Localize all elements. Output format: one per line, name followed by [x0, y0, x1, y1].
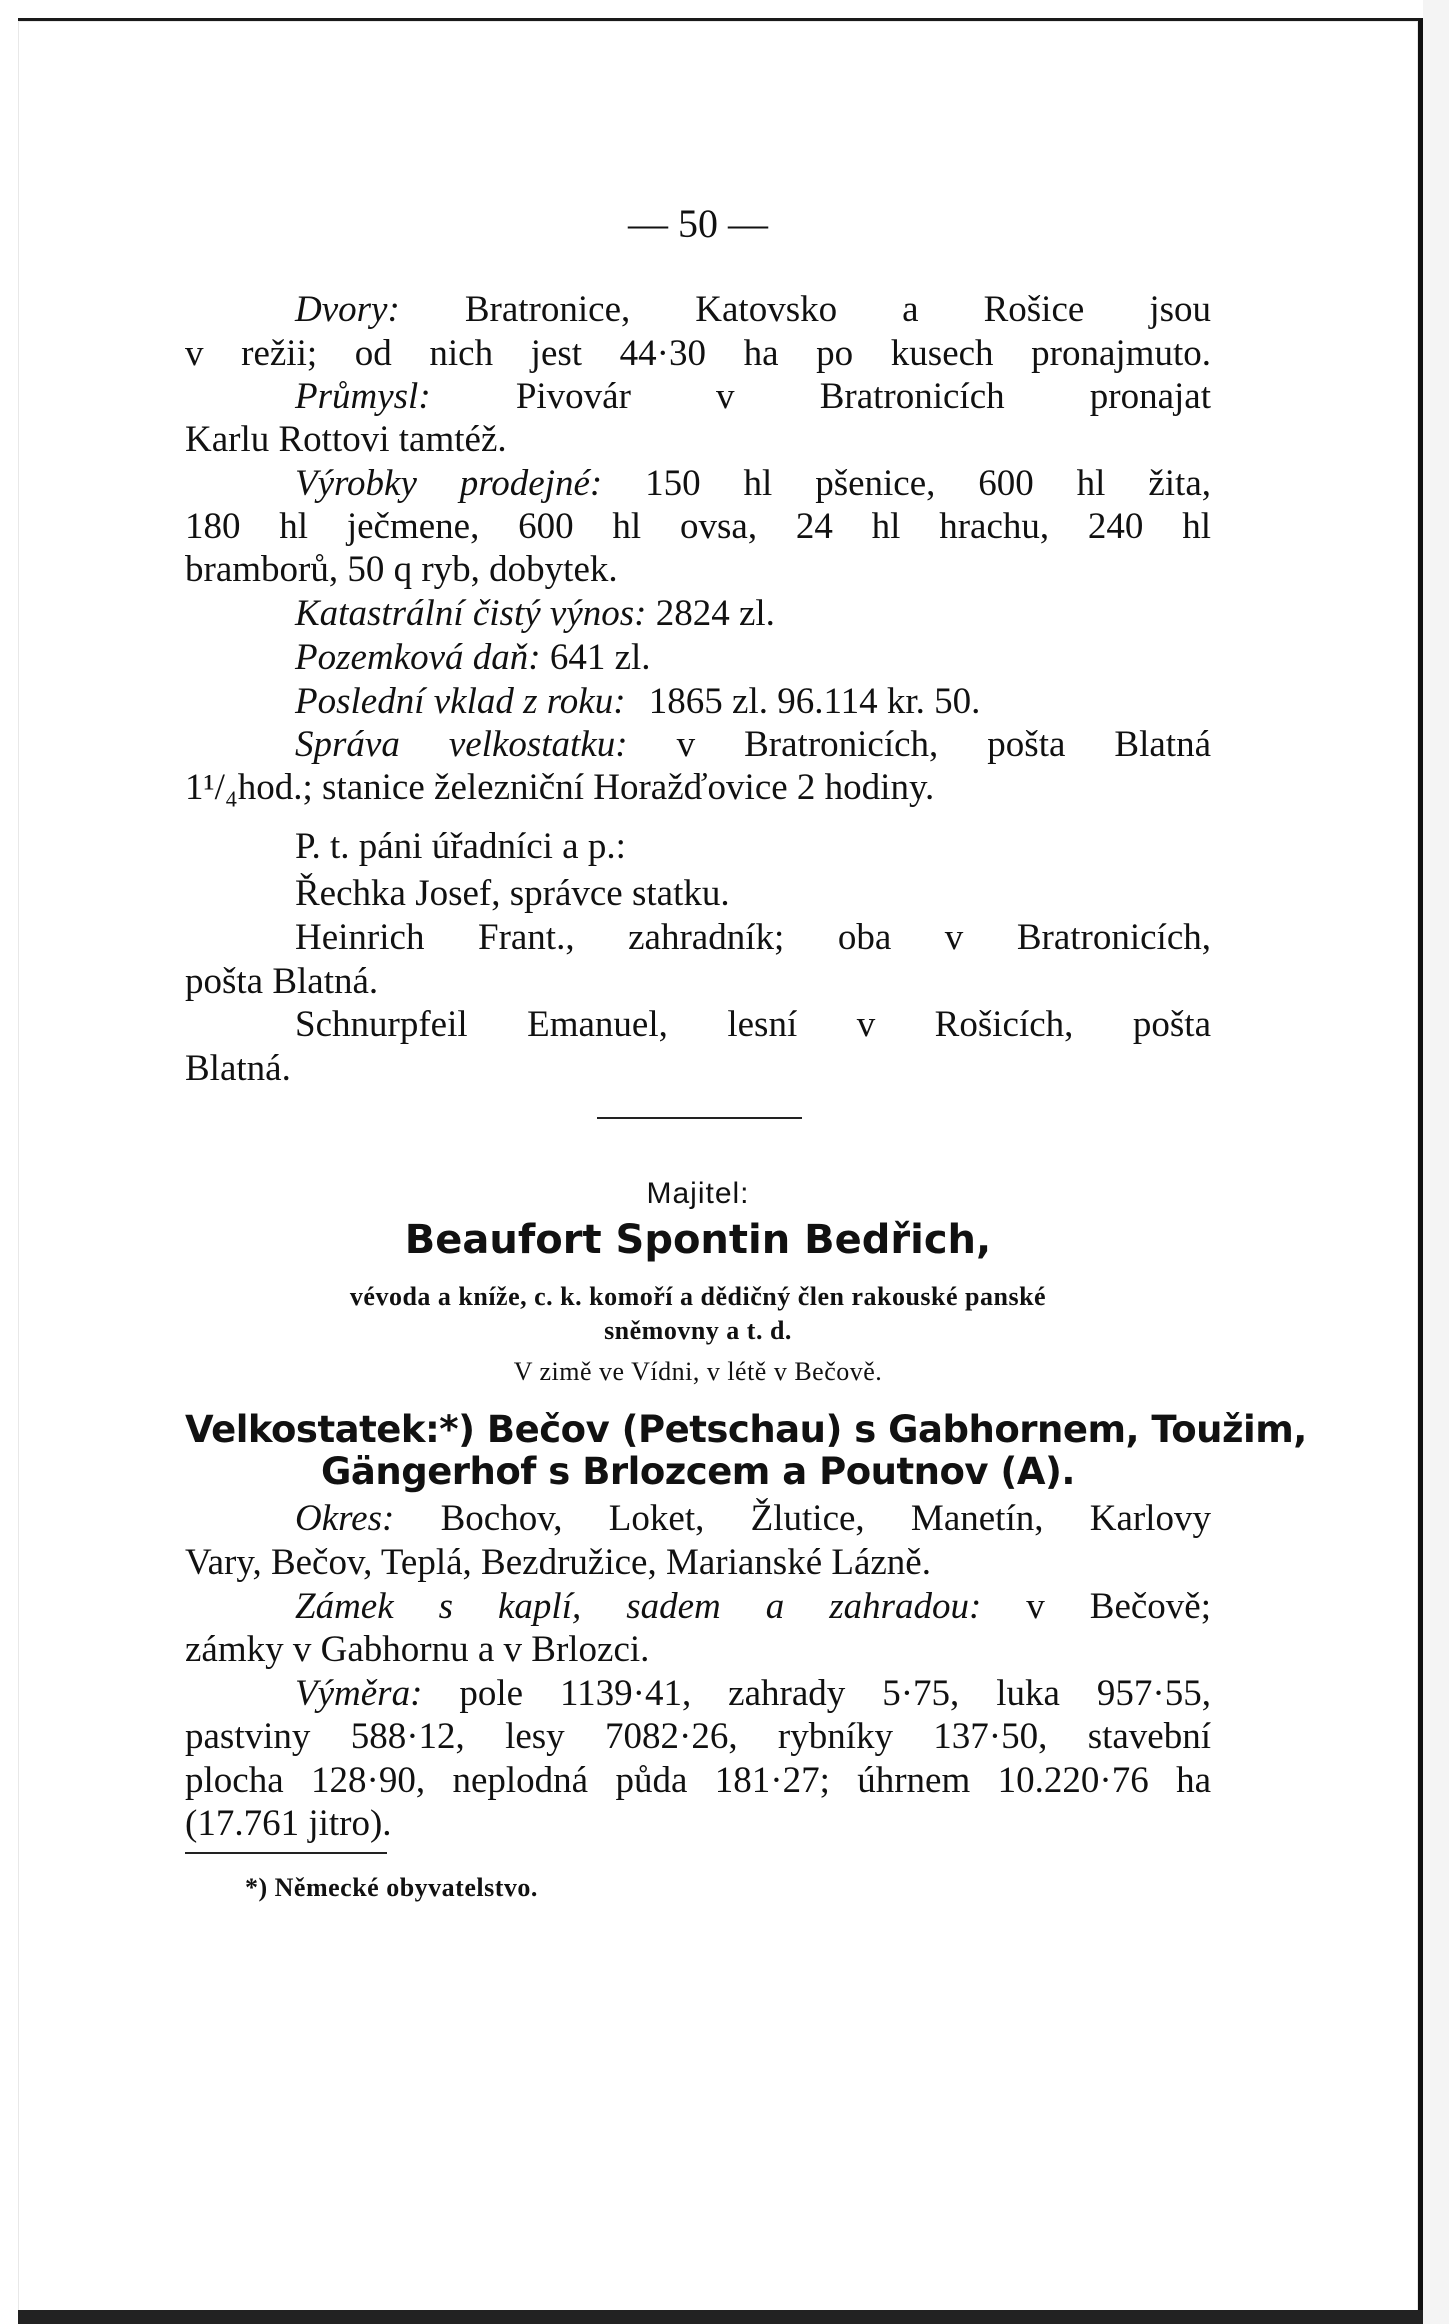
scan-margin — [1423, 0, 1449, 2324]
line-vyrobky: Výrobky prodejné: 150 hl pšenice, 600 hl žita, — [295, 463, 1211, 504]
estate-heading-line1: Velkostatek:*) Bečov (Petschau) s Gabhornem, Toužim, — [185, 1408, 1307, 1451]
owner-name: Beaufort Spontin Bedřich, — [404, 1217, 992, 1263]
staff-posta: pošta Blatná. — [185, 961, 379, 1002]
line-pastviny: pastviny 588·12, lesy 7082·26, rybníky 137·50, stavební — [185, 1716, 1211, 1757]
line-brambory: bramborů, 50 q ryb, dobytek. — [185, 549, 618, 590]
line-jitro: (17.761 jitro). — [185, 1803, 392, 1844]
page-number: — 50 — — [628, 201, 768, 246]
line-plocha: plocha 128·90, neplodná půda 181·27; úhrnem 10.220·76 ha — [185, 1760, 1211, 1801]
line-prumysl: Průmysl: Pivovár v Bratronicích pronajat — [295, 376, 1212, 417]
owner-residence: V zimě ve Vídni, v létě v Bečově. — [513, 1357, 883, 1386]
line-sprava: Správa velkostatku: v Bratronicích, pošta Blatná — [295, 724, 1211, 765]
owner-title-line2: sněmovny a t. d. — [604, 1316, 792, 1345]
footnote: *) Německé obyvatelstvo. — [245, 1873, 538, 1902]
line-karlu: Karlu Rottovi tamtéž. — [185, 419, 507, 460]
line-stanice: 1¹/₄hod.; stanice železniční Horažďovice 2 hodiny. — [185, 767, 935, 808]
line-posledni-vklad: Poslední vklad z roku: 1865 zl. 96.114 kr. 50. — [295, 681, 981, 722]
line-vary: Vary, Bečov, Teplá, Bezdružice, Marianské Lázně. — [185, 1542, 931, 1583]
owner-title-line1: vévoda a kníže, c. k. komoří a dědičný člen rakouské panské — [349, 1282, 1047, 1311]
staff-blatna: Blatná. — [185, 1048, 291, 1089]
line-katastralni: Katastrální čistý výnos: 2824 zl. — [295, 593, 775, 634]
section-divider — [597, 1117, 802, 1119]
line-rezie: v režii; od nich jest 44·30 ha po kusech pronajmuto. — [185, 333, 1211, 374]
line-zamky: zámky v Gabhornu a v Brlozci. — [185, 1629, 650, 1670]
line-zamek: Zámek s kaplí, sadem a zahradou: v Bečově; — [295, 1586, 1211, 1627]
line-okres: Okres: Bochov, Loket, Žlutice, Manetín, Karlovy — [295, 1498, 1212, 1539]
staff-heading: P. t. páni úřadníci a p.: — [295, 826, 626, 867]
estate-heading-line2: Gängerhof s Brlozcem a Poutnov (A). — [321, 1450, 1075, 1493]
line-jecmene: 180 hl ječmene, 600 hl ovsa, 24 hl hrachu, 240 hl — [185, 506, 1211, 547]
line-pozemkova: Pozemková daň: 641 zl. — [295, 637, 651, 678]
owner-label: Majitel: — [646, 1177, 750, 1210]
line-dvory: Dvory: Bratronice, Katovsko a Rošice jsou — [295, 289, 1212, 330]
text-column — [185, 0, 1307, 2324]
staff-rechka: Řechka Josef, správce statku. — [295, 873, 730, 914]
footnote-rule — [185, 1852, 387, 1854]
staff-schnurpfeil: Schnurpfeil Emanuel, lesní v Rošicích, pošta — [295, 1004, 1211, 1045]
line-vymera: Výměra: pole 1139·41, zahrady 5·75, luka 957·55, — [295, 1673, 1211, 1714]
staff-heinrich: Heinrich Frant., zahradník; oba v Bratronicích, — [295, 917, 1211, 958]
